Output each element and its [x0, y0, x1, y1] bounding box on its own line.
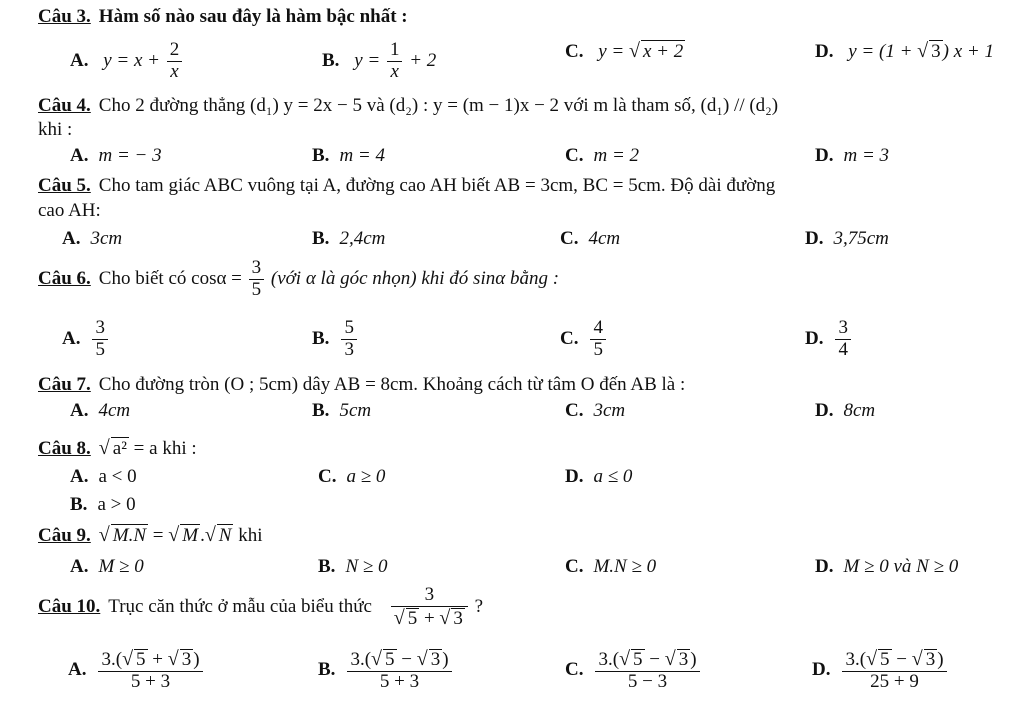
question-8: Câu 8. √ a² = a khi : [38, 437, 197, 459]
fraction: $\frac{3}{√ 5 + √ 3}$ [391, 585, 468, 630]
question-text: Cho tam giác ABC vuông tại A, đường cao AH biết AB = 3cm, BC = 5cm. Độ dài đường [98, 175, 776, 196]
option-d: D. m = 3 [815, 145, 890, 166]
option-d: D. $\frac{3}{4}$ [805, 318, 853, 361]
option-b: B. a > 0 [70, 494, 136, 515]
option-c: C. 3cm [565, 400, 626, 421]
option-a: A. m = − 3 [70, 145, 162, 166]
q9-options [0, 556, 1024, 586]
option-b: B. $\frac{3.(√ 5 - √ 3 )}{5 + 3}$ [318, 648, 454, 693]
option-b: B. m = 4 [312, 145, 385, 166]
option-a: A. M ≥ 0 [70, 556, 144, 577]
question-text: Cho đường tròn (O ; 5cm) dây AB = 8cm. Khoảng cách từ tâm O đến AB là : [98, 374, 686, 395]
question-5: Câu 5. Cho tam giác ABC vuông tại A, đường cao AH biết AB = 3cm, BC = 5cm. Độ dài đường [38, 175, 776, 196]
option-a: A. y = x + $\frac{2}{x}$ [70, 40, 184, 83]
question-10: Câu 10. Trục căn thức ở mẫu của biểu thức $\frac{3}{√ 5 + √ 3}$ ? [38, 584, 484, 629]
question-7: Câu 7. Cho đường tròn (O ; 5cm) dây AB = 8cm. Khoảng cách từ tâm O đến AB là : [38, 374, 686, 395]
option-b: B. y = $\frac{1}{x}$ + 2 [322, 39, 437, 82]
q5-options [0, 228, 1024, 258]
q6-options [0, 318, 1024, 368]
option-d: D. $\frac{3.(√ 5 - √ 3 )}{25 + 9}$ [812, 648, 949, 693]
option-c: C. M.N ≥ 0 [565, 556, 657, 577]
question-4: Câu 4. Cho 2 đường thẳng (d₁) y = 2x − 5 và (d₂) : y = (m − 1)x − 2 với m là tham số, (d₁) // (d₂) [38, 95, 779, 116]
option-a: A. $\frac{3.(√ 5 + √ 3 )}{5 + 3}$ [68, 648, 205, 693]
option-a: A. 3cm [62, 228, 123, 249]
fraction: $\frac{2}{x}$ [167, 40, 183, 83]
option-d: D. 3,75cm [805, 228, 889, 249]
option-b: B. N ≥ 0 [318, 556, 388, 577]
q8-options-row1 [0, 466, 1024, 496]
q7-options [0, 400, 1024, 430]
fraction: $\frac{3}{5}$ [249, 258, 265, 301]
question-4-cont: khi : [38, 119, 73, 140]
option-a: A. $\frac{3}{5}$ [62, 318, 110, 361]
option-b: B. $\frac{5}{3}$ [312, 318, 359, 361]
option-c: C. a ≥ 0 [318, 466, 386, 487]
option-c: C. m = 2 [565, 145, 640, 166]
question-9: Câu 9. √ M.N = √ M .√ N khi [38, 524, 263, 546]
question-label: Câu 3. [38, 6, 91, 27]
option-d: D. M ≥ 0 và N ≥ 0 [815, 556, 959, 577]
option-d: D. 8cm [815, 400, 876, 421]
option-c: C. y = √ x + 2 [565, 40, 684, 62]
q10-options [0, 648, 1024, 720]
option-a: A. 4cm [70, 400, 131, 421]
question-3 [0, 6, 1024, 36]
question-5-cont: cao AH: [38, 200, 101, 221]
option-c: C. $\frac{3.(√ 5 - √ 3 )}{5 - 3}$ [565, 648, 702, 693]
question-text: Hàm số nào sau đây là hàm bậc nhất : [98, 6, 408, 27]
option-a: A. a < 0 [70, 466, 137, 487]
question-6: Câu 6. Cho biết có cosα = $\frac{3}{5}$ (với α là góc nhọn) khi đó sinα bằng : [38, 257, 560, 300]
option-d: D. y = (1 + √ 3 ) x + 1 [815, 40, 994, 62]
option-b: B. 2,4cm [312, 228, 386, 249]
q4-options [0, 145, 1024, 175]
option-d: D. a ≤ 0 [565, 466, 633, 487]
q3-options [0, 40, 1024, 88]
option-b: B. 5cm [312, 400, 372, 421]
question-text: Cho 2 đường thẳng (d₁) y = 2x − 5 và (d₂) : y = (m − 1)x − 2 với m là tham số, (d₁) // (d₂) [98, 95, 779, 116]
option-c: C. 4cm [560, 228, 621, 249]
option-c: C. $\frac{4}{5}$ [560, 318, 608, 361]
q8-options-row2 [0, 494, 1024, 524]
fraction: $\frac{1}{x}$ [387, 40, 403, 83]
